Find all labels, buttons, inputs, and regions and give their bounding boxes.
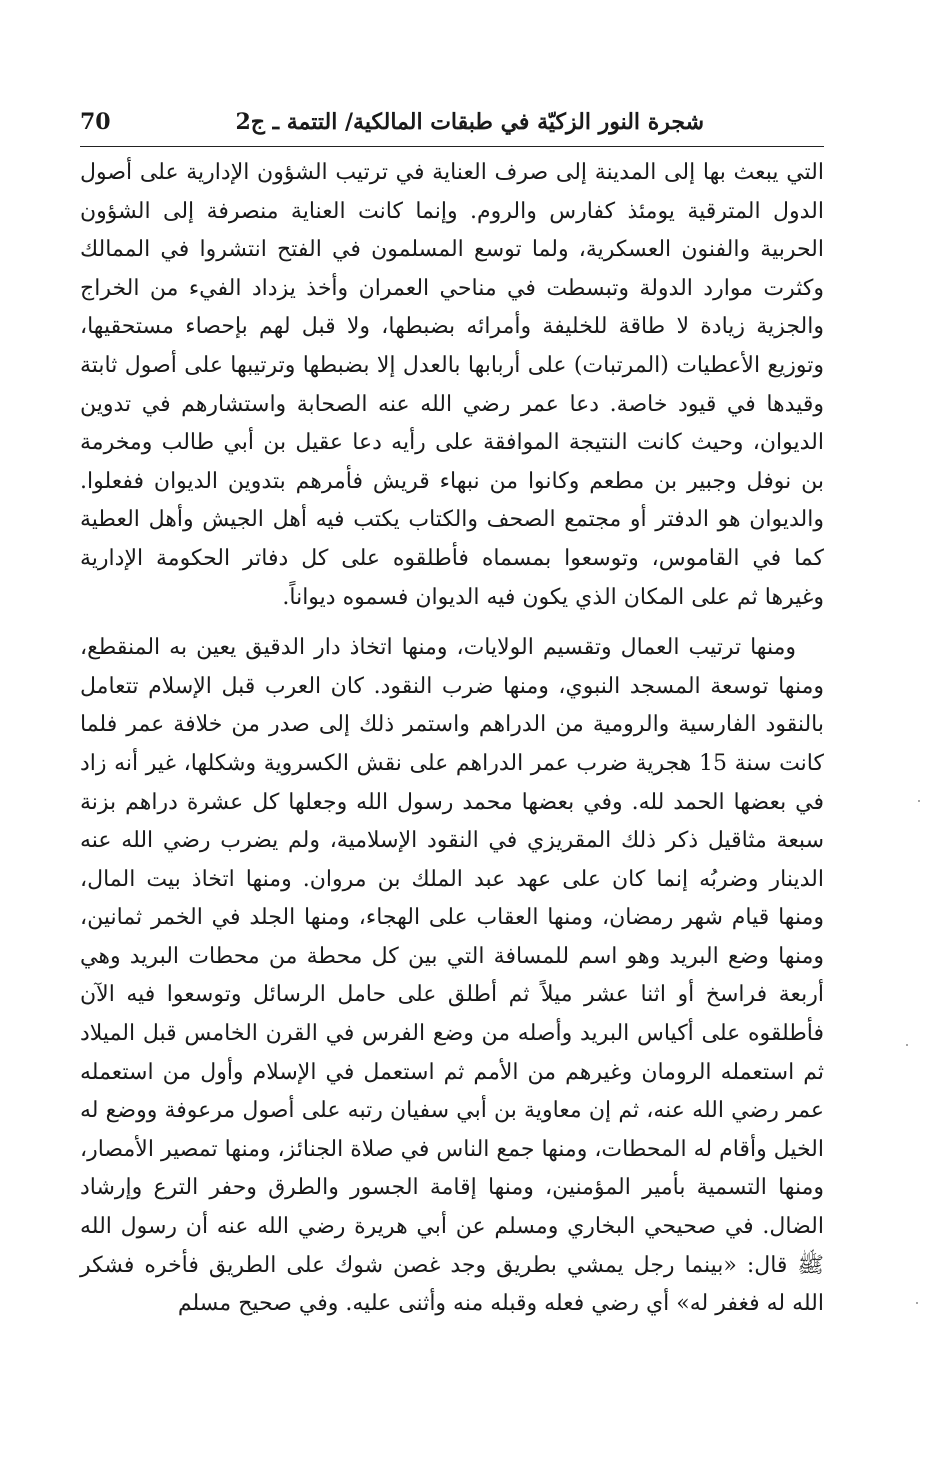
scan-speck <box>918 800 920 802</box>
body-text <box>80 154 824 1324</box>
paragraph: ومنها ترتيب العمال وتقسيم الولايات، ومنها اتخاذ دار الدقيق يعين به المنقطع، ومنها توسعة المسجد النبوي، ومنها ضرب النقود. كان العرب قبل الإسلام تتعامل بالنقود الفارسية والرومية من الدراهم واستمر ذلك إلى صدر من خلافة عمر فلما كانت سنة 15 هجرية ضرب عمر الدراهم على نقش الكسروية وشكلها، غير أنه زاد في بعضها الحمد لله. وفي بعضها محمد رسول الله وجعلها كل عشرة دراهم بزنة سبعة مثاقيل ذكر ذلك المقريزي في النقود الإسلامية، ولم يضرب رضي الله عنه الدينار وضربُه إنما كان على عهد عبد الملك بن مروان. ومنها اتخاذ بيت المال، ومنها قيام شهر رمضان، ومنها العقاب على الهجاء، ومنها الجلد في الخمر ثمانين، ومنها وضع البريد وهو اسم للمسافة التي بين كل محطة من محطات البريد وهي أربعة فراسخ أو اثنا عشر ميلاً ثم أطلق على حامل الرسائل وتوسعوا فيه الآن فأطلقوه على أكياس البريد وأصله من وضع الفرس في القرن الخامس قبل الميلاد ثم استعمله الرومان وغيرهم من الأمم ثم استعمل في الإسلام وأول من استعمله عمر رضي الله عنه، ثم إن معاوية بن أبي سفيان رتبه على أصول مرعوفة ووضع له الخيل وأقام له المحطات، ومنها جمع الناس في صلاة الجنائز، ومنها تمصير الأمصار، ومنها التسمية بأمير المؤمنين، ومنها إقامة الجسور والطرق وحفر الترع وإرشاد الضال. في صحيحي البخاري ومسلم عن أبي هريرة رضي الله عنه أن رسول الله ﷺ قال: «بينما رجل يمشي بطريق وجد غصن شوك على الطريق فأخره فشكر الله له فغفر له» أي رضي فعله وقبله منه وأثنى عليه. وفي صحيح مسلم <box>80 635 824 1317</box>
paragraph: التي يبعث بها إلى المدينة إلى صرف العناية في ترتيب الشؤون الإدارية على أصول الدول المترقية يومئذ كفارس والروم. وإنما كانت العناية منصرفة إلى الشؤون الحربية والفنون العسكرية، ولما توسع المسلمون في الفتح انتشروا في الممالك وكثرت موارد الدولة وتبسطت في مناحي العمران وأخذ يزداد الفيء من الخراج والجزية زيادة لا طاقة للخليفة وأمرائه بضبطها، ولا قبل لهم بإحصاء مستحقيها، وتوزيع الأعطيات (المرتبات) على أربابها بالعدل إلا بضبطها وترتيبها على أصول ثابتة وقيدها في قيود خاصة. دعا عمر رضي الله عنه الصحابة واستشارهم في تدوين الديوان، وحيث كانت النتيجة الموافقة على رأيه دعا عقيل بن أبي طالب ومخرمة بن نوفل وجبير بن مطعم وكانوا من نبهاء قريش فأمرهم بتدوين الديوان ففعلوا. والديوان هو الدفتر أو مجتمع الصحف والكتاب يكتب فيه أهل الجيش وأهل العطية كما في القاموس، وتوسعوا بمسماه فأطلقوه على كل دفاتر الحكومة الإدارية وغيرها ثم على المكان الذي يكون فيه الديوان فسموه ديواناً. <box>80 160 824 610</box>
header-divider <box>80 146 824 147</box>
scan-speck <box>906 1044 908 1046</box>
page-number: 70 <box>80 109 111 135</box>
scan-speck <box>916 1302 918 1304</box>
page-header <box>80 104 824 140</box>
running-title: شجرة النور الزكيّة في طبقات المالكية/ التتمة ـ ج2 <box>235 109 704 135</box>
